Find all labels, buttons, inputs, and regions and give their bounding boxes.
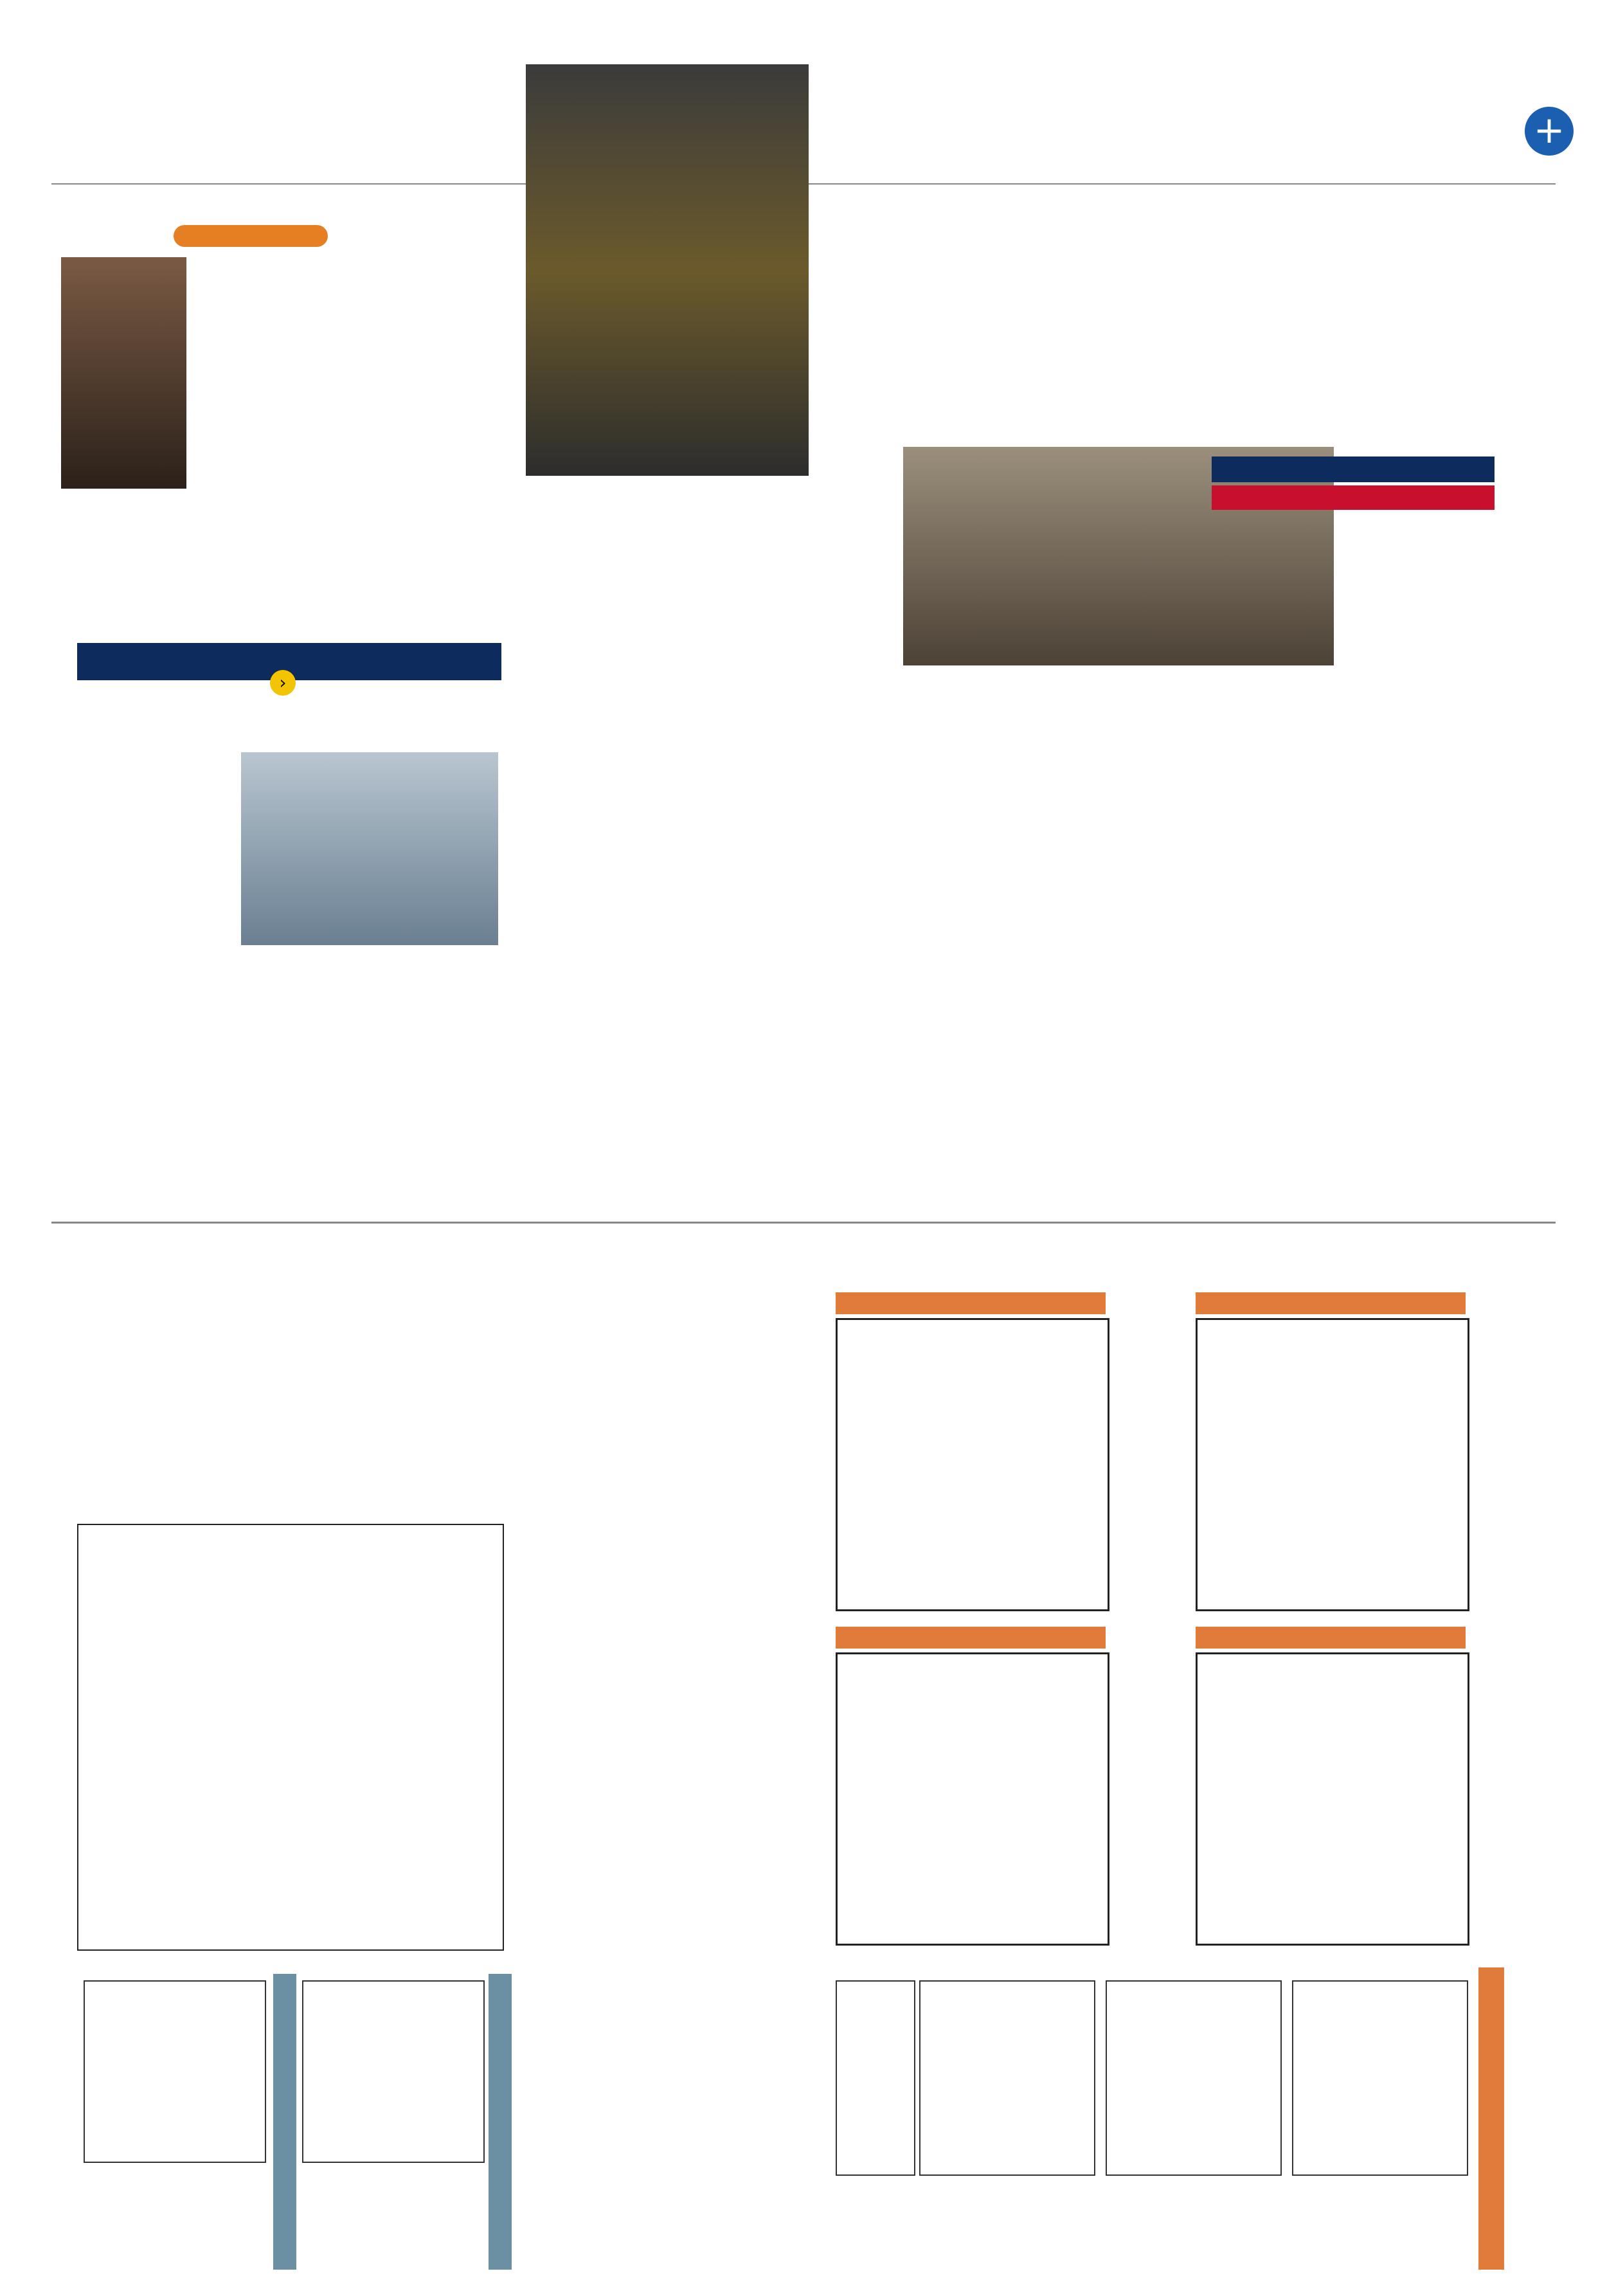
rescue-body	[77, 321, 495, 630]
crossword-answer-label-1	[489, 1974, 512, 2270]
sudoku-very-hard-grid[interactable]	[836, 1652, 1109, 1946]
sudoku-level-easy	[1196, 1292, 1466, 1314]
sudoku-level-medium	[836, 1292, 1106, 1314]
phone-body	[77, 688, 498, 1202]
sudoku-medium-grid[interactable]	[836, 1318, 1109, 1611]
sudoku-answer-4	[836, 1980, 915, 2176]
court-kicker	[1212, 456, 1495, 482]
sudoku-hard-grid[interactable]	[1196, 1652, 1469, 1946]
sudoku-answers-label	[1478, 1967, 1504, 2270]
plus-circle-icon[interactable]: +	[1525, 107, 1574, 156]
chevron-left-icon: ‹	[270, 670, 296, 696]
crane-col-right	[1302, 283, 1495, 469]
dowry-col-2	[527, 598, 701, 1215]
crossword-special	[527, 2032, 746, 2263]
sudoku-answer-3	[919, 1980, 1095, 2176]
crane-col-mid	[1090, 283, 1282, 469]
crossword-answer-1	[302, 1980, 485, 2163]
crossword-answer-label-2	[273, 1974, 296, 2270]
court-col-1	[1334, 669, 1495, 1209]
court-col-3	[987, 714, 1147, 907]
sudoku-level-very-hard	[836, 1627, 1106, 1649]
crane-photo	[526, 64, 809, 476]
crossword-down	[527, 1652, 810, 2019]
middle-divider	[51, 1222, 1556, 1224]
sudoku-level-hard	[1196, 1627, 1466, 1649]
crossword-continued-clues	[71, 1286, 514, 1479]
sudoku-answer-2	[1106, 1980, 1282, 2176]
crossword-across	[527, 1286, 746, 1646]
section-logo	[161, 96, 373, 167]
crane-col-left	[877, 283, 1070, 469]
crossword-grid[interactable]	[77, 1524, 504, 1951]
rescue-tag	[174, 225, 328, 247]
dowry-col-1	[714, 598, 887, 1215]
court-col-2	[1160, 714, 1321, 1209]
sudoku-answer-1	[1292, 1980, 1468, 2176]
sudoku-easy-grid[interactable]	[1196, 1318, 1469, 1611]
crossword-answer-2	[84, 1980, 266, 2163]
court-subkicker	[1212, 485, 1495, 510]
court-lead	[967, 669, 1334, 707]
